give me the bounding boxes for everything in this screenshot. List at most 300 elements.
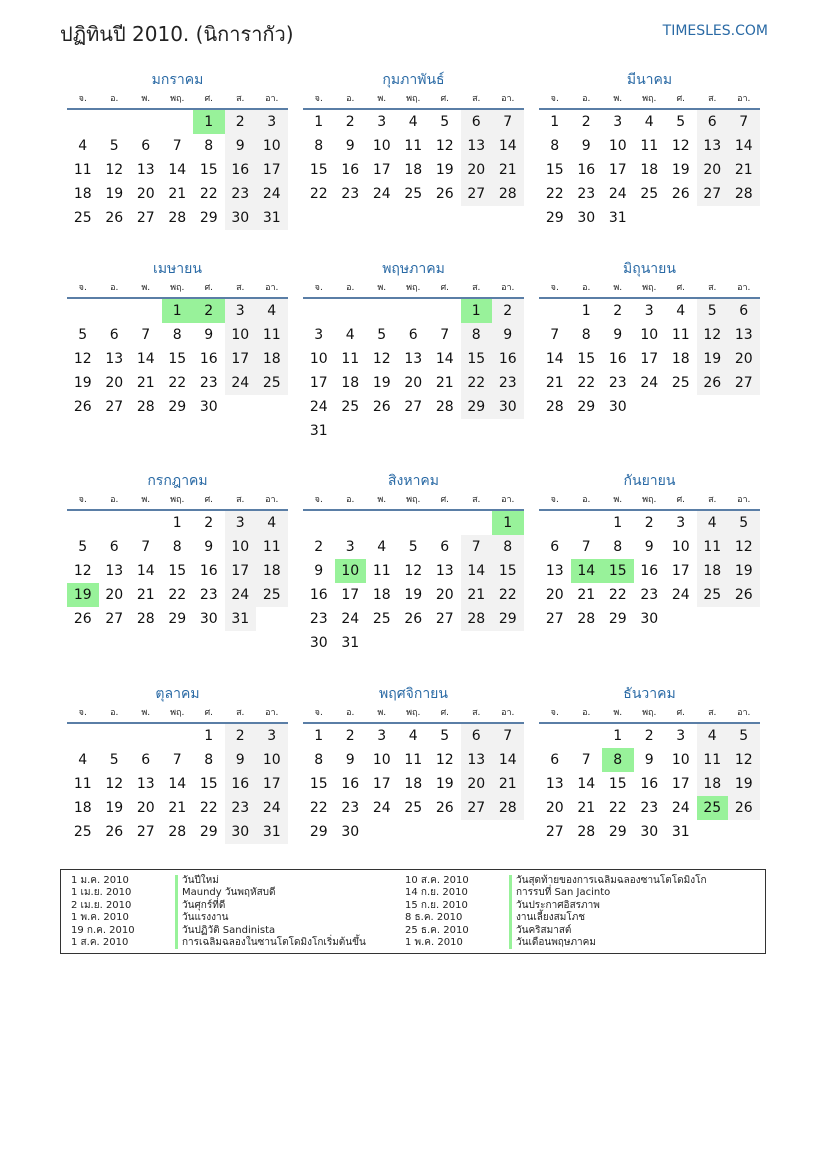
day-cell: 31 [309, 423, 328, 439]
day-cell: 2 [225, 110, 257, 134]
day-cell: 13 [461, 748, 493, 772]
day-cell: 23 [492, 371, 524, 395]
weekday-label: อ. [582, 708, 591, 718]
day-cell: 17 [341, 587, 360, 603]
day-cell: 9 [492, 323, 524, 347]
day-cell: 19 [728, 772, 760, 796]
day-cell: 14 [492, 748, 524, 772]
day-empty [571, 511, 603, 535]
day-cell: 18 [73, 186, 92, 202]
weekday-label: ศ. [204, 283, 214, 293]
day-cell: 19 [435, 162, 454, 178]
day-cell: 16 [199, 351, 218, 367]
day-cell: 3 [613, 114, 623, 130]
weekday-label: จ. [78, 94, 87, 104]
day-cell: 11 [256, 323, 288, 347]
month-title: มิถุนายน [623, 261, 676, 277]
day-cell: 6 [109, 539, 119, 555]
day-cell: 7 [581, 539, 591, 555]
weekday-label: จ. [314, 94, 323, 104]
day-cell: 10 [640, 327, 659, 343]
day-cell: 25 [697, 583, 729, 607]
day-cell: 20 [105, 587, 124, 603]
weekday-label: พฤ. [170, 94, 185, 104]
weekday-label: ศ. [676, 94, 686, 104]
month-title: สิงหาคม [387, 473, 440, 489]
day-cell: 13 [136, 162, 155, 178]
day-cell: 25 [73, 210, 92, 226]
weekday-header [303, 704, 524, 724]
day-cell: 21 [168, 186, 187, 202]
day-empty [130, 110, 162, 134]
weekday-label: อา. [737, 283, 751, 293]
day-cell: 19 [697, 347, 729, 371]
day-cell: 29 [199, 824, 218, 840]
weekday-label: พฤ. [406, 495, 421, 505]
day-cell: 9 [644, 752, 654, 768]
day-cell: 5 [728, 511, 760, 535]
weekday-label: พ. [141, 94, 151, 104]
month-block [67, 471, 288, 631]
day-cell: 21 [492, 158, 524, 182]
day-cell: 12 [435, 752, 454, 768]
day-cell: 5 [676, 114, 686, 130]
day-cell: 22 [199, 800, 218, 816]
day-cell: 8 [314, 752, 324, 768]
day-cell: 8 [172, 539, 182, 555]
weekday-label: พฤ. [170, 708, 185, 718]
day-cell: 10 [309, 351, 328, 367]
day-cell: 13 [545, 776, 564, 792]
day-cell: 22 [168, 375, 187, 391]
day-cell: 14 [435, 351, 454, 367]
weekday-label: ส. [708, 94, 717, 104]
holiday-name: วันคริสมาสต์ [509, 925, 571, 937]
day-cell: 29 [577, 399, 596, 415]
day-empty [67, 299, 99, 323]
weekday-label: อ. [582, 94, 591, 104]
day-cell: 16 [225, 158, 257, 182]
day-cell: 18 [404, 776, 423, 792]
day-cell: 21 [577, 587, 596, 603]
day-cell: 4 [256, 511, 288, 535]
weekday-label: ส. [236, 94, 245, 104]
day-cell: 21 [545, 375, 564, 391]
weekday-label: ศ. [440, 495, 450, 505]
weekday-label: พ. [377, 708, 387, 718]
month-block [539, 471, 760, 631]
weekday-label: อา. [737, 94, 751, 104]
day-cell: 12 [372, 351, 391, 367]
day-cell: 24 [372, 186, 391, 202]
month-days [303, 110, 524, 206]
site-link[interactable]: TIMESLES.COM [662, 23, 768, 39]
day-cell: 8 [204, 752, 214, 768]
day-cell: 28 [168, 824, 187, 840]
day-cell-holiday: 2 [193, 299, 225, 323]
weekday-label: ส. [708, 283, 717, 293]
day-cell: 27 [461, 796, 493, 820]
day-cell: 20 [545, 800, 564, 816]
day-cell: 7 [440, 327, 450, 343]
weekday-label: พฤ. [406, 283, 421, 293]
day-cell: 2 [314, 539, 324, 555]
day-cell: 14 [136, 563, 155, 579]
day-cell: 23 [640, 800, 659, 816]
day-cell: 18 [372, 587, 391, 603]
day-cell: 15 [199, 776, 218, 792]
holiday-date: 2 เม.ย. 2010 [71, 899, 132, 911]
day-cell: 19 [73, 375, 92, 391]
day-cell: 4 [78, 752, 88, 768]
day-cell: 20 [435, 587, 454, 603]
month-title: กันยายน [623, 473, 676, 489]
day-cell: 10 [225, 535, 257, 559]
day-cell: 28 [492, 796, 524, 820]
day-cell: 22 [492, 583, 524, 607]
day-cell: 14 [168, 162, 187, 178]
day-cell: 2 [644, 515, 654, 531]
day-cell: 16 [309, 587, 328, 603]
day-cell: 23 [225, 796, 257, 820]
weekday-label: พ. [613, 708, 623, 718]
day-cell: 25 [256, 583, 288, 607]
day-cell: 27 [136, 824, 155, 840]
day-cell: 22 [309, 186, 328, 202]
day-empty [67, 724, 99, 748]
day-cell: 11 [372, 563, 391, 579]
day-cell: 11 [404, 138, 423, 154]
day-cell: 6 [461, 724, 493, 748]
day-empty [539, 299, 571, 323]
day-cell: 7 [550, 327, 560, 343]
day-cell: 3 [314, 327, 324, 343]
weekday-label: พ. [141, 495, 151, 505]
holiday-date: 1 ส.ค. 2010 [71, 936, 129, 948]
day-cell: 15 [577, 351, 596, 367]
day-cell: 11 [256, 535, 288, 559]
day-cell: 5 [408, 539, 418, 555]
day-cell: 26 [73, 611, 92, 627]
weekday-label: อ. [582, 495, 591, 505]
day-cell: 8 [492, 535, 524, 559]
day-cell: 17 [225, 347, 257, 371]
day-cell: 20 [404, 375, 423, 391]
holidays-list [60, 869, 766, 954]
month-days [67, 299, 288, 419]
day-cell: 28 [577, 824, 596, 840]
weekday-label: ศ. [204, 708, 214, 718]
day-cell: 15 [461, 347, 493, 371]
day-cell: 9 [613, 327, 623, 343]
day-cell: 3 [225, 299, 257, 323]
day-cell: 19 [435, 776, 454, 792]
weekday-label: พฤ. [642, 94, 657, 104]
day-cell: 26 [671, 186, 690, 202]
day-cell: 4 [408, 114, 418, 130]
weekday-label: อา. [501, 495, 515, 505]
day-cell: 11 [697, 748, 729, 772]
weekday-label: ศ. [676, 708, 686, 718]
day-cell: 16 [199, 563, 218, 579]
weekday-header [539, 279, 760, 299]
day-cell: 24 [341, 611, 360, 627]
day-cell: 4 [697, 511, 729, 535]
weekday-label: ศ. [440, 94, 450, 104]
day-cell: 19 [105, 186, 124, 202]
day-empty [130, 299, 162, 323]
day-cell: 13 [461, 134, 493, 158]
day-cell: 12 [435, 138, 454, 154]
day-cell: 28 [577, 611, 596, 627]
day-cell: 21 [136, 375, 155, 391]
day-cell: 13 [545, 563, 564, 579]
holiday-date: 1 ม.ค. 2010 [71, 875, 129, 886]
day-cell: 24 [671, 800, 690, 816]
weekday-label: จ. [550, 283, 559, 293]
day-cell: 27 [136, 210, 155, 226]
weekday-label: อ. [110, 94, 119, 104]
weekday-header [67, 491, 288, 511]
day-cell: 23 [225, 182, 257, 206]
day-cell: 2 [644, 728, 654, 744]
holiday-row [71, 900, 366, 912]
day-cell: 18 [697, 559, 729, 583]
day-cell: 24 [225, 583, 257, 607]
day-cell: 14 [461, 559, 493, 583]
day-cell: 21 [136, 587, 155, 603]
day-cell-holiday: 1 [492, 511, 524, 535]
day-cell: 21 [728, 158, 760, 182]
day-cell: 30 [199, 399, 218, 415]
month-days [67, 511, 288, 631]
month-days [539, 110, 760, 230]
day-cell: 4 [676, 303, 686, 319]
weekday-header [539, 704, 760, 724]
day-cell: 14 [136, 351, 155, 367]
day-cell: 16 [225, 772, 257, 796]
day-cell: 8 [172, 327, 182, 343]
day-empty [398, 511, 430, 535]
day-cell: 5 [728, 724, 760, 748]
month-block [67, 259, 288, 419]
day-cell: 3 [377, 114, 387, 130]
day-empty [571, 724, 603, 748]
weekday-label: พฤ. [642, 495, 657, 505]
day-cell: 1 [613, 515, 623, 531]
day-cell: 24 [256, 182, 288, 206]
day-cell: 13 [105, 351, 124, 367]
day-cell: 31 [608, 210, 627, 226]
day-empty [99, 724, 131, 748]
day-cell: 31 [341, 635, 360, 651]
day-cell: 27 [105, 399, 124, 415]
day-empty [130, 724, 162, 748]
weekday-label: อ. [346, 495, 355, 505]
day-cell: 27 [545, 611, 564, 627]
day-cell: 11 [640, 138, 659, 154]
weekday-label: ส. [236, 708, 245, 718]
day-cell: 23 [608, 375, 627, 391]
day-cell: 24 [372, 800, 391, 816]
day-cell: 3 [377, 728, 387, 744]
day-cell: 10 [256, 134, 288, 158]
day-cell: 8 [581, 327, 591, 343]
day-cell: 5 [109, 138, 119, 154]
weekday-label: อ. [110, 283, 119, 293]
day-cell: 15 [199, 162, 218, 178]
day-cell: 2 [581, 114, 591, 130]
day-cell: 23 [341, 186, 360, 202]
day-cell: 10 [225, 323, 257, 347]
day-cell: 8 [550, 138, 560, 154]
weekday-header [303, 491, 524, 511]
day-cell: 12 [728, 535, 760, 559]
holiday-row [71, 937, 366, 949]
day-cell: 31 [256, 206, 288, 230]
day-cell: 30 [341, 824, 360, 840]
weekday-header [303, 279, 524, 299]
day-cell: 14 [577, 776, 596, 792]
weekday-header [539, 491, 760, 511]
day-cell: 11 [341, 351, 360, 367]
day-cell: 5 [377, 327, 387, 343]
weekday-label: อ. [346, 94, 355, 104]
day-cell: 4 [78, 138, 88, 154]
day-cell: 16 [341, 776, 360, 792]
day-cell: 12 [73, 351, 92, 367]
day-cell: 15 [168, 351, 187, 367]
day-cell: 16 [608, 351, 627, 367]
day-cell: 3 [676, 728, 686, 744]
holiday-row [405, 875, 707, 887]
day-cell: 25 [372, 611, 391, 627]
day-cell: 15 [168, 563, 187, 579]
day-cell: 17 [372, 776, 391, 792]
day-cell: 30 [225, 206, 257, 230]
month-title: พฤษภาคม [382, 261, 445, 277]
day-cell-holiday: 1 [461, 299, 493, 323]
day-cell: 10 [372, 138, 391, 154]
day-cell: 9 [225, 134, 257, 158]
holiday-name: งานเลี้ยงสมโภช [509, 912, 585, 924]
day-cell: 7 [728, 110, 760, 134]
day-cell: 10 [608, 138, 627, 154]
day-cell: 28 [136, 611, 155, 627]
day-empty [366, 299, 398, 323]
weekday-label: จ. [314, 283, 323, 293]
weekday-header [303, 90, 524, 110]
day-cell: 9 [314, 563, 324, 579]
day-cell: 8 [204, 138, 214, 154]
day-cell: 9 [345, 138, 355, 154]
day-cell: 25 [640, 186, 659, 202]
holiday-row [405, 937, 707, 949]
holiday-date: 8 ธ.ค. 2010 [405, 912, 463, 924]
day-empty [303, 511, 335, 535]
day-cell: 21 [168, 800, 187, 816]
weekday-label: อ. [110, 708, 119, 718]
day-empty [398, 299, 430, 323]
month-title: กรกฎาคม [147, 473, 208, 489]
day-cell-holiday: 1 [162, 299, 194, 323]
weekday-label: จ. [550, 94, 559, 104]
day-cell: 13 [697, 134, 729, 158]
day-empty [303, 299, 335, 323]
day-cell: 2 [225, 724, 257, 748]
day-cell: 25 [404, 800, 423, 816]
day-cell-holiday: 14 [571, 559, 603, 583]
day-cell: 19 [671, 162, 690, 178]
day-empty [539, 724, 571, 748]
day-cell: 25 [341, 399, 360, 415]
month-days [539, 724, 760, 844]
weekday-label: จ. [550, 495, 559, 505]
day-cell: 6 [550, 539, 560, 555]
weekday-label: ส. [236, 495, 245, 505]
day-cell: 15 [309, 776, 328, 792]
day-cell: 5 [78, 539, 88, 555]
holiday-date: 19 ก.ค. 2010 [71, 924, 135, 936]
day-cell: 3 [225, 511, 257, 535]
day-cell: 27 [545, 824, 564, 840]
day-cell: 19 [105, 800, 124, 816]
month-block [303, 684, 524, 844]
weekday-label: พฤ. [170, 495, 185, 505]
day-cell: 20 [728, 347, 760, 371]
day-cell: 22 [461, 371, 493, 395]
day-cell: 1 [613, 728, 623, 744]
weekday-label: พ. [141, 708, 151, 718]
holidays-column-right [405, 875, 707, 949]
holiday-row [405, 925, 707, 937]
day-cell: 3 [345, 539, 355, 555]
day-cell: 4 [644, 114, 654, 130]
day-empty [429, 511, 461, 535]
weekday-label: อ. [110, 495, 119, 505]
day-empty [99, 110, 131, 134]
day-cell: 12 [697, 323, 729, 347]
month-block [67, 684, 288, 844]
day-cell: 26 [404, 611, 423, 627]
day-empty [335, 299, 367, 323]
day-cell: 27 [404, 399, 423, 415]
day-cell: 24 [256, 796, 288, 820]
day-cell: 16 [492, 347, 524, 371]
day-cell: 29 [168, 399, 187, 415]
weekday-label: ส. [472, 94, 481, 104]
day-cell: 17 [256, 158, 288, 182]
day-cell: 13 [105, 563, 124, 579]
day-cell: 27 [728, 371, 760, 395]
weekday-label: ศ. [204, 495, 214, 505]
day-cell: 28 [461, 607, 493, 631]
weekday-label: ศ. [204, 94, 214, 104]
holiday-date: 1 พ.ค. 2010 [71, 912, 129, 924]
weekday-label: อา. [501, 94, 515, 104]
month-days [539, 299, 760, 419]
month-title: ธันวาคม [623, 686, 676, 702]
day-cell-holiday: 25 [697, 796, 729, 820]
day-cell: 18 [73, 800, 92, 816]
day-cell: 13 [728, 323, 760, 347]
day-cell: 31 [225, 607, 257, 631]
day-cell: 7 [492, 724, 524, 748]
day-cell: 4 [377, 539, 387, 555]
day-cell: 20 [461, 772, 493, 796]
weekday-label: อา. [501, 283, 515, 293]
holiday-name: วันศุกร์ที่ดี [175, 900, 225, 912]
